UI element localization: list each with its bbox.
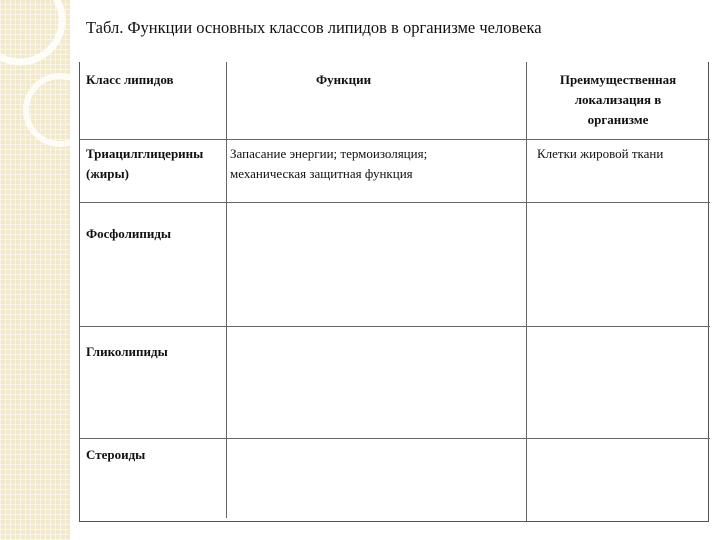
row-location-triacylglycerols: Клетки жировой ткани xyxy=(537,146,664,161)
column-divider xyxy=(526,62,527,522)
row-class-triacylglycerols: Триацилглицерины (жиры) xyxy=(86,146,204,181)
row-divider xyxy=(80,438,710,439)
row-class-phospholipids: Фосфолипиды xyxy=(86,226,172,241)
header-functions: Функции xyxy=(316,72,372,87)
row-class-steroids: Стероиды xyxy=(86,447,146,462)
decorative-side-panel xyxy=(0,0,70,540)
lipid-functions-table xyxy=(79,62,709,522)
decorative-circles xyxy=(0,0,70,540)
page-title: Табл. Функции основных классов липидов в организме человека xyxy=(86,18,542,37)
row-class-glycolipids: Гликолипиды xyxy=(86,344,168,359)
row-divider xyxy=(80,202,710,203)
header-class: Класс липидов xyxy=(86,72,174,87)
row-divider xyxy=(80,139,710,140)
column-divider xyxy=(226,62,227,518)
row-functions-triacylglycerols: Запасание энергии; термоизоляция; механическая защитная функция xyxy=(230,146,428,181)
header-location: Преимущественная локализация в организме xyxy=(559,72,677,127)
row-divider xyxy=(80,326,710,327)
